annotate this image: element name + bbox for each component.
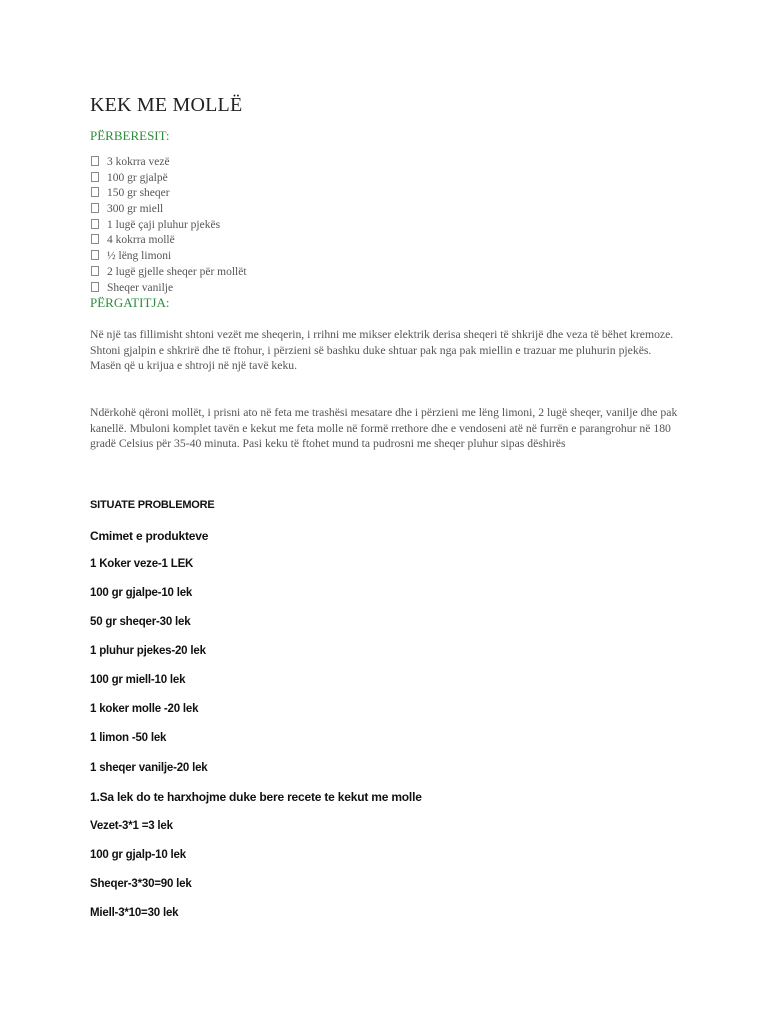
checkbox-bullet-icon (91, 203, 99, 213)
ingredient-text: Sheqer vanilje (107, 281, 174, 294)
answer-item: Miell-3*10=30 lek (90, 907, 179, 919)
checkbox-bullet-icon (91, 156, 99, 166)
checkbox-bullet-icon (91, 234, 99, 244)
ingredient-text: ½ lëng limoni (107, 250, 172, 263)
ingredient-text: 150 gr sheqer (107, 187, 170, 200)
ingredient-text: 100 gr gjalpë (107, 171, 168, 184)
ingredient-item (91, 202, 247, 218)
problem-heading: SITUATE PROBLEMORE (90, 499, 215, 511)
price-item: 100 gr gjalpe-10 lek (90, 587, 193, 599)
recipe-title: KEK ME MOLLË (90, 94, 243, 116)
price-item: 1 pluhur pjekes-20 lek (90, 645, 206, 657)
ingredient-item (91, 249, 247, 265)
price-item: 1 limon -50 lek (90, 732, 167, 744)
price-item: 1 sheqer vanilje-20 lek (90, 762, 208, 774)
price-item: 1 Koker veze-1 LEK (90, 558, 194, 570)
ingredient-text: 300 gr miell (107, 203, 164, 216)
ingredients-heading: PËRBERESIT: (90, 128, 170, 143)
ingredient-item (91, 171, 247, 187)
checkbox-bullet-icon (91, 172, 99, 182)
ingredient-item (91, 186, 247, 202)
checkbox-bullet-icon (91, 250, 99, 260)
checkbox-bullet-icon (91, 187, 99, 197)
checkbox-bullet-icon (91, 282, 99, 292)
preparation-paragraph-1: Në një tas fillimisht shtoni vezët me sheqerin, i rrihni me mikser elektrik derisa sheqeri të shkrijë dhe veza të bëhet kremoze. Shtoni gjalpin e shkrirë dhe të ftohur, i përzieni së bashku duke shtuar pak nga pak miellin e trazuar me pluhurin pjekës. Masën që u krijua e shtroji në një tavë keku. (90, 328, 674, 373)
ingredient-text: 4 kokrra mollë (107, 234, 175, 247)
ingredient-text: 3 kokrra vezë (107, 156, 170, 168)
checkbox-bullet-icon (91, 219, 99, 229)
ingredient-item (91, 218, 247, 234)
preparation-heading: PËRGATITJA: (90, 295, 170, 310)
answer-item: 100 gr gjalp-10 lek (90, 849, 186, 861)
ingredient-text: 1 lugë çaji pluhur pjekës (107, 218, 221, 231)
ingredient-text: 2 lugë gjelle sheqer për mollët (107, 265, 247, 278)
price-item: 50 gr sheqer-30 lek (90, 616, 191, 628)
ingredient-item (91, 155, 247, 171)
preparation-paragraph-2: Ndërkohë qëroni mollët, i prisni ato në feta me trashësi mesatare dhe i përzieni me lëng limoni, 2 lugë sheqer, vanilje dhe pak kanellë. Mbuloni komplet tavën e kekut me feta molle në formë rrethore dhe e vendoseni atë në furrën e parangrohur në 180 gradë Celsius për 35-40 minuta. Pasi keku të ftohet mund ta pudrosni me sheqer pluhur sipas dëshirës (90, 406, 678, 451)
ingredients-list (91, 155, 247, 296)
answer-item: Sheqer-3*30=90 lek (90, 878, 192, 890)
ingredient-item (91, 265, 247, 281)
price-item: 100 gr miell-10 lek (90, 674, 186, 686)
ingredient-item (91, 281, 247, 297)
prices-heading: Cmimet e produkteve (90, 529, 209, 543)
checkbox-bullet-icon (91, 266, 99, 276)
ingredient-item (91, 233, 247, 249)
question-text: 1.Sa lek do te harxhojme duke bere recete te kekut me molle (90, 790, 422, 804)
price-item: 1 koker molle -20 lek (90, 703, 199, 715)
answer-item: Vezet-3*1 =3 lek (90, 820, 173, 832)
